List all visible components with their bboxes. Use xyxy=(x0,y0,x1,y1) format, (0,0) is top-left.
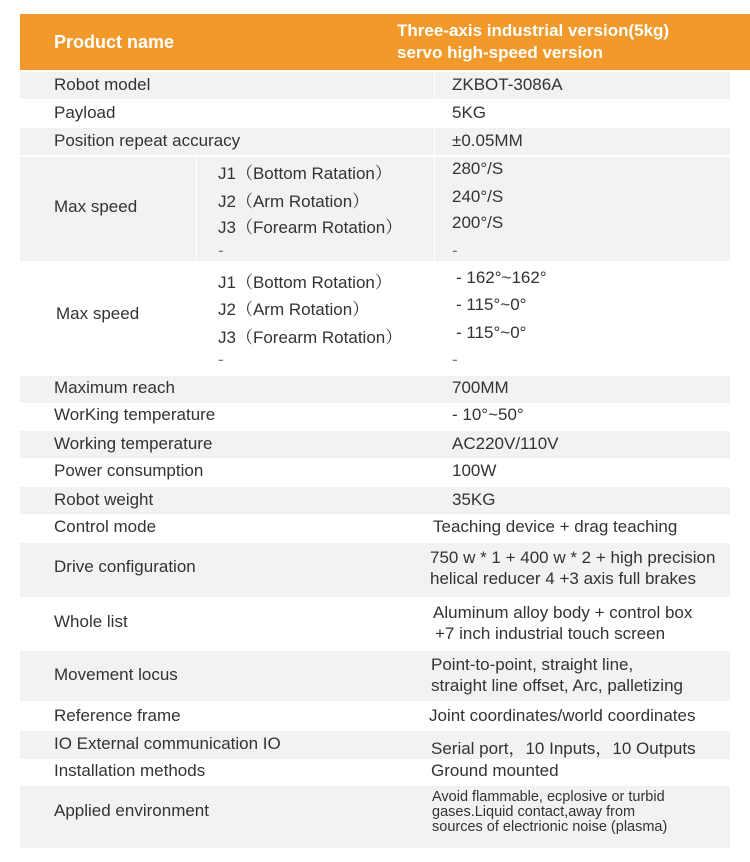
header-version xyxy=(397,20,669,64)
joint-divider xyxy=(196,157,197,375)
label-accuracy: Position repeat accuracy xyxy=(54,131,241,150)
value-env-line2: gases.Liquid contact,away from xyxy=(432,804,636,820)
label-movement-locus: Movement locus xyxy=(54,665,178,684)
value-control-mode: Teaching device + drag teaching xyxy=(433,517,678,536)
speed-empty: - xyxy=(452,241,458,260)
label-weight: Robot weight xyxy=(54,490,154,509)
value-reach: 700MM xyxy=(452,378,509,397)
value-robot-model: ZKBOT-3086A xyxy=(452,75,563,94)
value-divider xyxy=(434,72,435,376)
value-installation: Ground mounted xyxy=(431,761,559,780)
value-temperature: - 10°~50° xyxy=(452,405,524,424)
header-version-line2: servo high-speed version xyxy=(397,43,603,62)
speed-j2: 240°/S xyxy=(452,187,504,206)
header-version-line1: Three-axis industrial version(5kg) xyxy=(397,21,670,40)
range-j2: - 115°~0° xyxy=(456,295,527,314)
label-reference-frame: Reference frame xyxy=(54,706,181,725)
joint-empty: - xyxy=(218,350,224,369)
label-installation: Installation methods xyxy=(54,761,206,780)
value-env-line3: sources of electrionic noise (plasma) xyxy=(432,819,668,835)
joint-j1: J1（Bottom Rotation） xyxy=(218,273,392,292)
label-drive: Drive configuration xyxy=(54,557,196,576)
value-movement-locus xyxy=(431,654,683,696)
label-max-speed: Max speed xyxy=(54,197,138,216)
range-empty: - xyxy=(452,350,458,369)
value-accuracy: ±0.05MM xyxy=(452,131,523,150)
table-header xyxy=(20,14,750,70)
label-applied-environment: Applied environment xyxy=(54,801,209,820)
speed-j1: 280°/S xyxy=(452,159,504,178)
label-reach: Maximum reach xyxy=(54,378,175,397)
value-drive xyxy=(430,547,715,589)
label-max-speed: Max speed xyxy=(56,304,140,323)
value-voltage: AC220V/110V xyxy=(452,434,559,453)
label-payload: Payload xyxy=(54,103,116,122)
header-product-name: Product name xyxy=(54,32,175,52)
value-whole-list-line2: +7 inch industrial touch screen xyxy=(435,624,666,643)
speed-j3: 200°/S xyxy=(452,213,504,232)
label-robot-model: Robot model xyxy=(54,75,151,94)
value-io: Serial port，10 Inputs，10 Outputs xyxy=(431,739,696,758)
joint-j2: J2（Arm Rotation） xyxy=(218,192,370,211)
label-power: Power consumption xyxy=(54,461,204,480)
joint-j3: J3（Forearm Rotation） xyxy=(218,218,403,237)
value-whole-list xyxy=(433,602,692,644)
value-whole-list-line1: Aluminum alloy body + control box xyxy=(433,603,693,622)
label-io: IO External communication IO xyxy=(54,734,281,753)
value-applied-environment xyxy=(432,790,667,835)
value-locus-line1: Point-to-point, straight line, xyxy=(431,655,634,674)
joint-empty: - xyxy=(218,241,224,260)
value-locus-line2: straight line offset, Arc, palletizing xyxy=(431,676,683,695)
joint-j2: J2（Arm Rotation） xyxy=(218,300,370,319)
label-control-mode: Control mode xyxy=(54,517,157,536)
joint-j1: J1（Bottom Ratation） xyxy=(218,164,392,183)
value-env-line1: Avoid flammable, ecplosive or turbid xyxy=(432,789,665,805)
joint-j3: J3（Forearm Rotation） xyxy=(218,328,403,347)
value-weight: 35KG xyxy=(452,490,496,509)
label-temperature-2: Working temperature xyxy=(54,434,213,453)
label-temperature: WorKing temperature xyxy=(54,405,216,424)
value-reference-frame: Joint coordinates/world coordinates xyxy=(429,706,696,725)
value-drive-line1: 750 w * 1 + 400 w * 2 + high precision xyxy=(430,548,716,567)
label-whole-list: Whole list xyxy=(54,612,128,631)
range-j3: - 115°~0° xyxy=(456,323,527,342)
value-power: 100W xyxy=(452,461,497,480)
range-j1: - 162°~162° xyxy=(456,268,547,287)
value-drive-line2: helical reducer 4 +3 axis full brakes xyxy=(430,569,696,588)
value-payload: 5KG xyxy=(452,103,487,122)
